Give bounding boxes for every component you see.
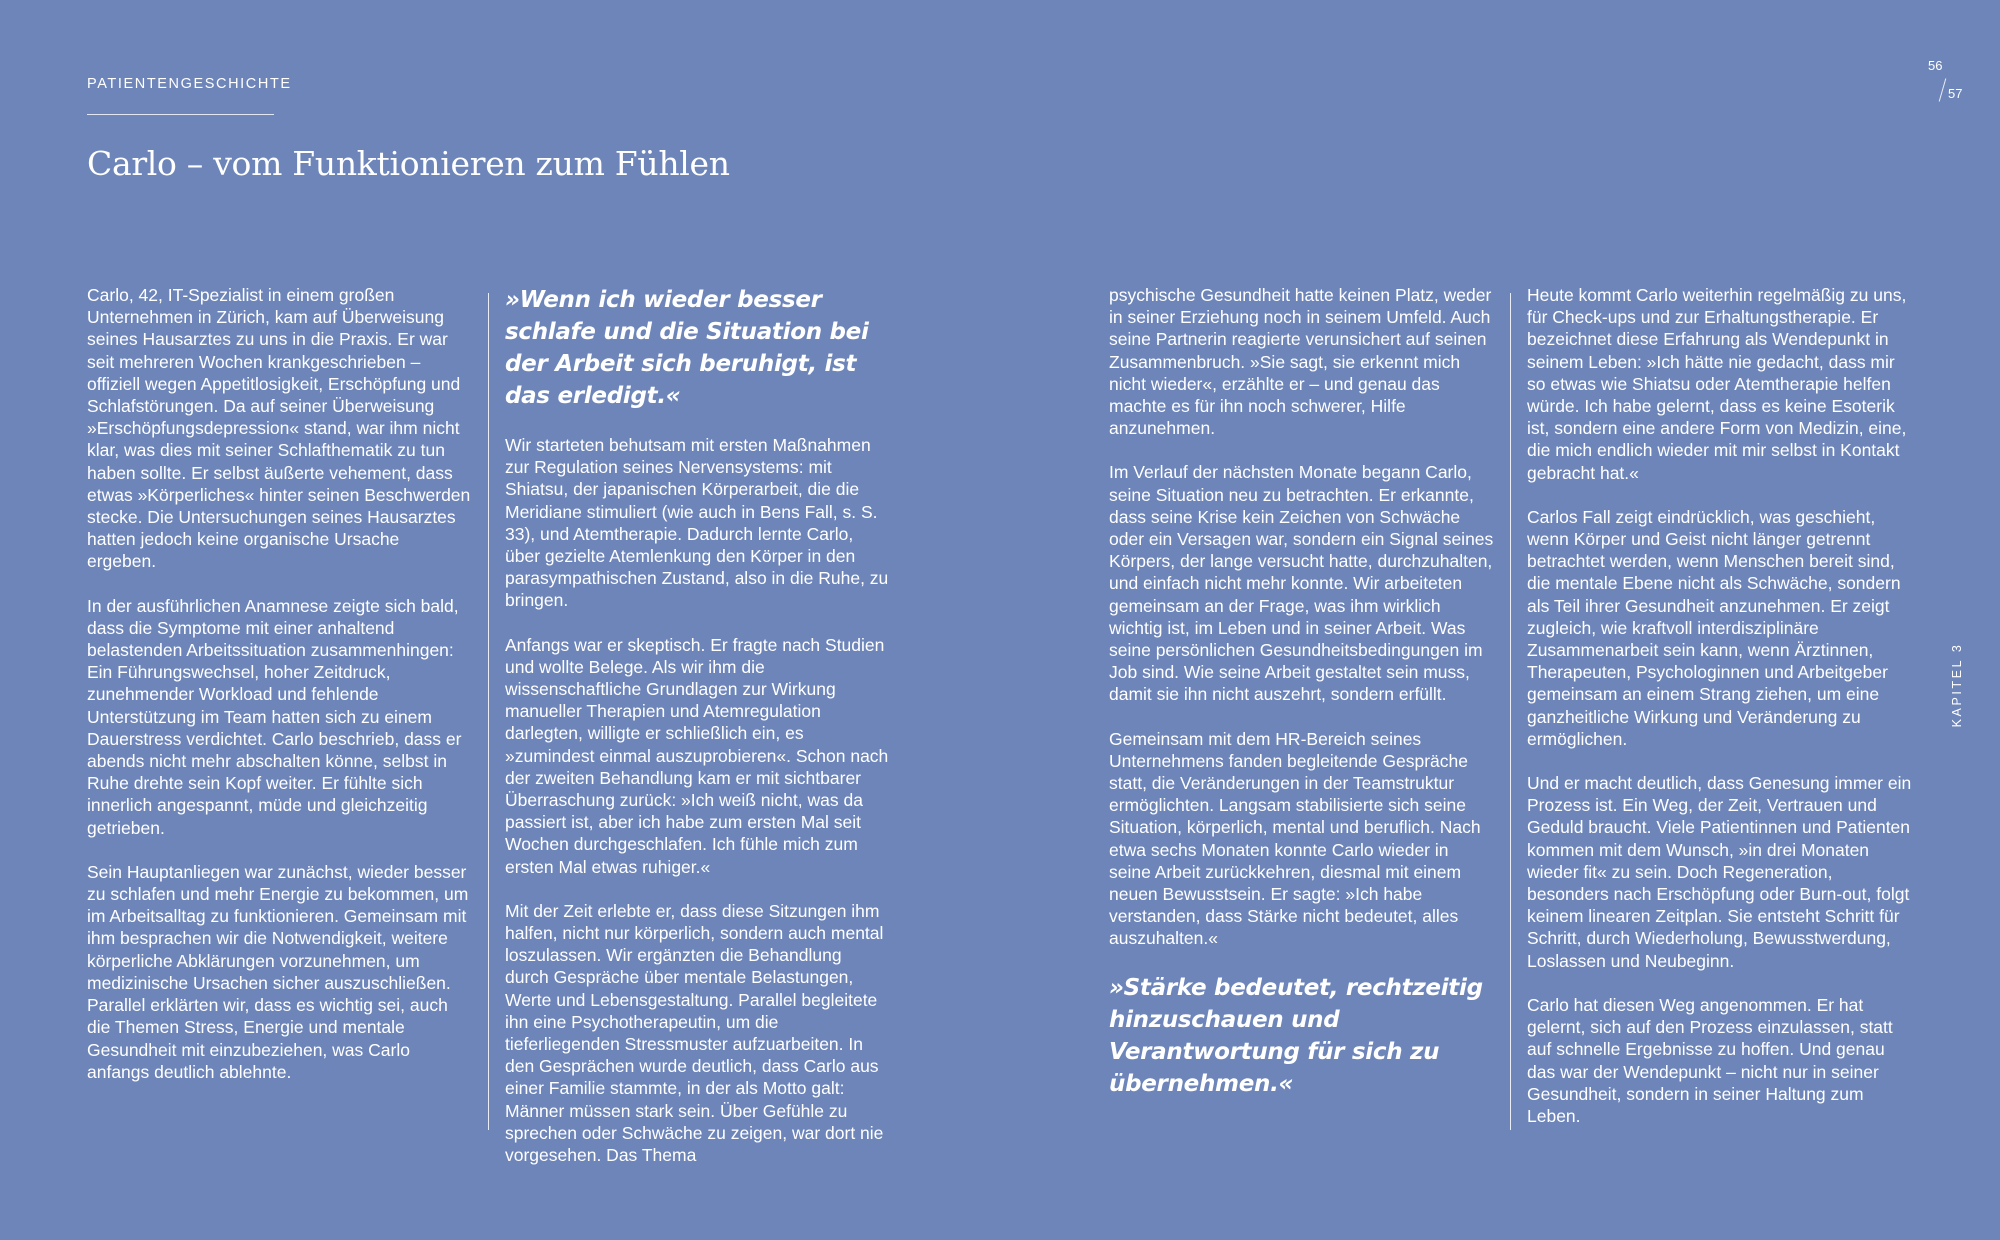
paragraph: Wir starteten behutsam mit ersten Maßnahmen zur Regulation seines Nervensystems: mit Shiatsu, der japanischen Körperarbeit, die die Meridiane stimuliert (wie auch in Bens Fall, s. S. 33), und Atemtherapie. Dadurch lernte Carlo, über gezielte Atemlenkung den Körper in den parasympathischen Zustand, also in die Ruhe, zu bringen. xyxy=(505,435,889,611)
page-numbers xyxy=(1922,56,1970,108)
kicker-underline xyxy=(87,114,274,115)
paragraph: Anfangs war er skeptisch. Er fragte nach Studien und wollte Belege. Als wir ihm die wissenschaftliche Grundlagen zur Wirkung manueller Therapien und Atemregulation darlegten, willigte er schließlich ein, es »zumindest einmal auszuprobieren«. Schon nach der zweiten Behandlung kam er mit sichtbarer Überraschung zurück: »Ich weiß nicht, was da passiert ist, aber ich habe zum ersten Mal seit Wochen durchgeschlafen. Ich fühle mich zum ersten Mal etwas ruhiger.« xyxy=(505,634,889,877)
paragraph: Mit der Zeit erlebte er, dass diese Sitzungen ihm halfen, nicht nur körperlich, sondern auch mental loszulassen. Wir ergänzten die Behandlung durch Gespräche über mentale Belastungen, Werte und Lebensgestaltung. Parallel begleitete ihn eine Psychotherapeutin, um die tieferliegenden Stressmuster aufzuarbeiten. In den Gesprächen wurde deutlich, dass Carlo aus einer Familie stammte, in der als Motto galt: Männer müssen stark sein. Über Gefühle zu sprechen oder Schwäche zu zeigen, war dort nie vorgesehen. Das Thema xyxy=(505,900,884,1166)
paragraph: Heute kommt Carlo weiterhin regelmäßig zu uns, für Check-ups und zur Erhaltungstherapie. Er bezeichnet diese Erfahrung als Wendepunkt in seinem Leben: »Ich hätte nie gedacht, dass mir so etwas wie Shiatsu oder Atemtherapie helfen würde. Ich habe gelernt, dass es keine Esoterik ist, sondern eine andere Form von Medizin, eine, die mich endlich wieder mit mir selbst in Kontakt gebracht hat.« xyxy=(1527,285,1907,483)
paragraph: Sein Hauptanliegen war zunächst, wieder besser zu schlafen und mehr Energie zu bekommen, um im Arbeitsalltag zu funktionieren. Gemeinsam mit ihm besprachen wir die Notwendigkeit, weitere körperliche Abklärungen vorzunehmen, um medizinische Ursachen sicher auszuschließen. Parallel erklärten wir, dass es wichtig sei, auch die Themen Stress, Energie und mentale Gesundheit mit einzubeziehen, was Carlo anfangs deutlich ablehnte. xyxy=(87,861,469,1082)
text-column-3 xyxy=(1109,284,1494,1122)
paragraph: Und er macht deutlich, dass Genesung immer ein Prozess ist. Ein Weg, der Zeit, Vertrauen und Geduld braucht. Viele Patientinnen und Patienten kommen mit dem Wunsch, »in drei Monaten wieder fit« zu sein. Doch Regeneration, besonders nach Erschöpfung oder Burn-out, folgt keinem linearen Zeitplan. Sie entsteht Schritt für Schritt, durch Wiederholung, Bewusstwerdung, Loslassen und Neubeginn. xyxy=(1527,773,1912,971)
paragraph: Im Verlauf der nächsten Monate begann Carlo, seine Situation neu zu betrachten. Er erkannte, dass seine Krise kein Zeichen von Schwäche oder ein Versagen war, sondern ein Signal seines Körpers, der lange versucht hatte, durchzuhalten, und einfach nicht mehr konnte. Wir arbeiteten gemeinsam an der Frage, was ihm wirklich wichtig ist, im Leben und in seiner Arbeit. Was seine persönlichen Gesundheitsbedingungen im Job sind. Wie seine Arbeit gestaltet sein muss, damit sie ihn nicht auszehrt, sondern erfüllt. xyxy=(1109,462,1494,705)
chapter-label: KAPITEL 3 xyxy=(1950,642,1964,728)
pull-quote: »Stärke bedeutet, rechtzeitig hinzuschauen und Verantwortung für sich zu übernehmen.« xyxy=(1109,974,1483,1097)
page-title: Carlo – vom Funktionieren zum Fühlen xyxy=(87,144,730,183)
column-divider xyxy=(1510,293,1511,1130)
column-divider xyxy=(488,293,489,1130)
paragraph: Carlo hat diesen Weg angenommen. Er hat gelernt, sich auf den Prozess einzulassen, statt auf schnelle Ergebnisse zu hoffen. Und genau das war der Wendepunkt – nicht nur in seiner Gesundheit, sondern in seiner Haltung zum Leben. xyxy=(1527,994,1893,1126)
text-column-4 xyxy=(1527,284,1912,1149)
text-column-1 xyxy=(87,284,472,1105)
section-kicker: PATIENTENGESCHICHTE xyxy=(87,76,292,92)
page-number-right: 57 xyxy=(1948,86,1963,101)
page-number-left: 56 xyxy=(1928,58,1943,73)
pull-quote: »Wenn ich wieder besser schlafe und die Situation bei der Arbeit sich beruhigt, ist das erledigt.« xyxy=(505,287,869,409)
text-column-2 xyxy=(505,284,890,1188)
paragraph: Gemeinsam mit dem HR-Bereich seines Unternehmens fanden begleitende Gespräche statt, die Veränderungen in der Teamstruktur ermöglichten. Langsam stabilisierte sich seine Situation, körperlich, mental und beruflich. Nach etwa sechs Monaten konnte Carlo wieder in seine Arbeit zurückkehren, diesmal mit einem neuen Bewusstsein. Er sagte: »Ich habe verstanden, dass Stärke nicht bedeutet, alles auszuhalten.« xyxy=(1109,728,1481,949)
paragraph: psychische Gesundheit hatte keinen Platz, weder in seiner Erziehung noch in seinem Umfeld. Auch seine Partnerin reagierte verunsichert auf seinen Zusammenbruch. »Sie sagt, sie erkennt mich nicht wieder«, erzählte er – und genau das machte es für ihn noch schwerer, Hilfe anzunehmen. xyxy=(1109,285,1492,439)
paragraph: In der ausführlichen Anamnese zeigte sich bald, dass die Symptome mit einer anhaltend belastenden Arbeitssituation zusammenhingen: Ein Führungswechsel, hoher Zeitdruck, zunehmender Workload und fehlende Unterstützung im Team hatten sich zu einem Dauerstress verdichtet. Carlo beschrieb, dass er abends nicht mehr abschalten könne, selbst in Ruhe drehte sein Kopf weiter. Er fühlte sich innerlich angespannt, müde und gleichzeitig getrieben. xyxy=(87,595,462,838)
page-number-divider xyxy=(1939,78,1947,101)
paragraph: Carlos Fall zeigt eindrücklich, was geschieht, wenn Körper und Geist nicht länger getrennt betrachtet werden, wenn Menschen bereit sind, die mentale Ebene nicht als Schwäche, sondern als Teil ihrer Gesundheit anzunehmen. Er zeigt zugleich, wie kraftvoll interdisziplinäre Zusammenarbeit sein kann, wenn Ärztinnen, Therapeuten, Psychologinnen und Arbeitgeber gemeinsam an einem Strang ziehen, um eine ganzheitliche Wirkung und Veränderung zu ermöglichen. xyxy=(1527,506,1901,749)
paragraph: Carlo, 42, IT-Spezialist in einem großen Unternehmen in Zürich, kam auf Überweisung seines Hausarztes zu uns in die Praxis. Er war seit mehreren Wochen krankgeschrieben – offiziell wegen Appetitlosigkeit, Erschöpfung und Schlafstörungen. Da auf seiner Überweisung »Erschöpfungsdepression« stand, war ihm nicht klar, was dies mit seiner Schlafthematik zu tun haben sollte. Er selbst äußerte vehement, dass etwas »Körperliches« hinter seinen Beschwerden stecke. Die Untersuchungen seines Hausarztes hatten jedoch keine organische Ursache ergeben. xyxy=(87,285,471,572)
